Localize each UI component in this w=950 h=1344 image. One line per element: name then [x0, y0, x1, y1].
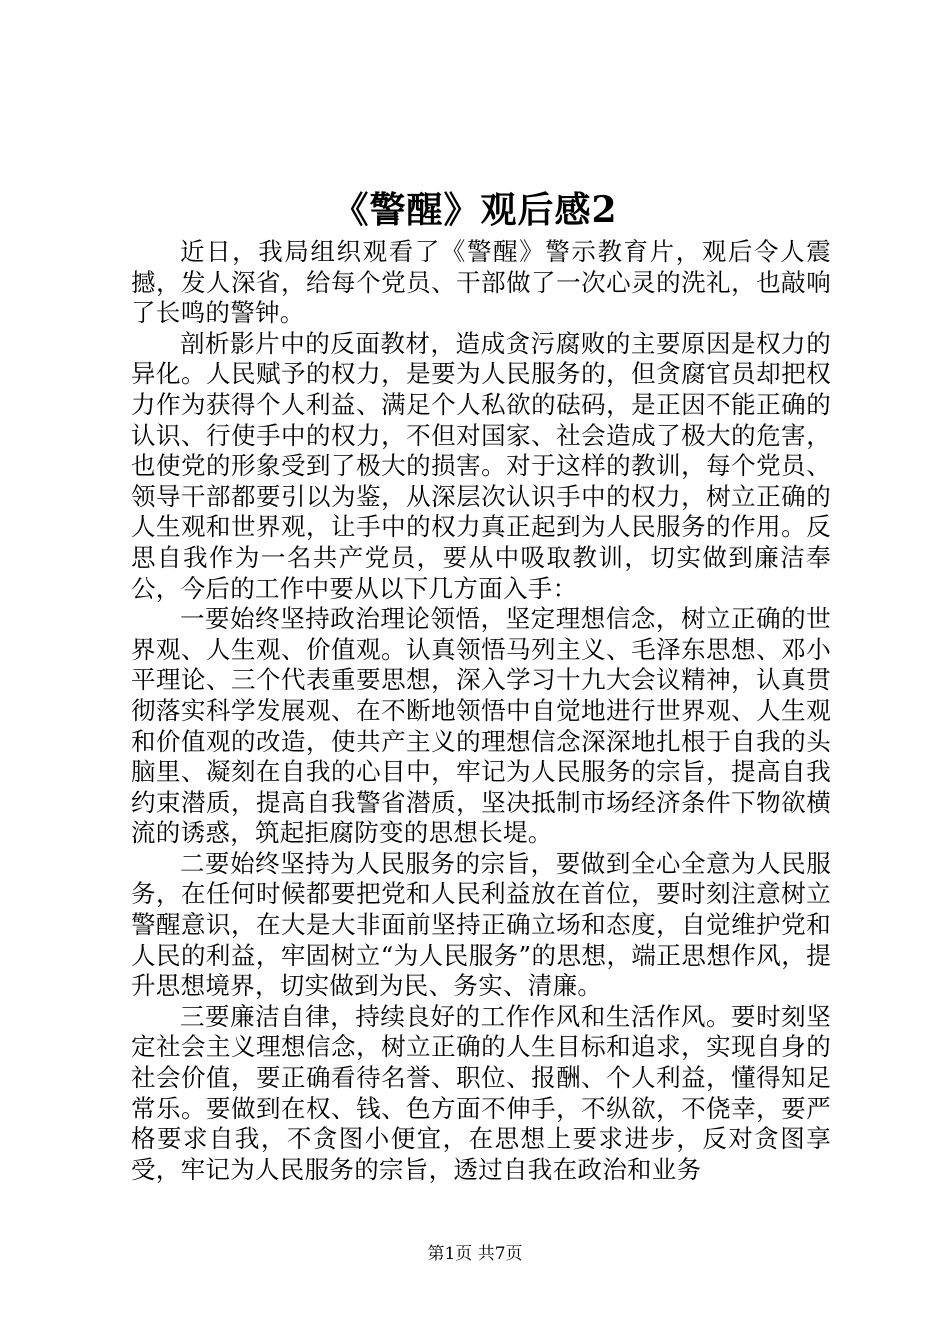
paragraph-intro: 近日，我局组织观看了《警醒》警示教育片，观后令人震撼，发人深省，给每个党员、干部做了一次心灵的洗礼，也敲响了长鸣的警钟。 — [131, 237, 831, 328]
paragraph-point-three: 三要廉洁自律，持续良好的工作作风和生活作风。要时刻坚定社会主义理想信念，树立正确的人生目标和追求，实现自身的社会价值，要正确看待名誉、职位、报酬、个人利益，懂得知足常乐。要做到在权、钱、色方面不伸手，不纵欲，不侥幸，要严格要求自我，不贪图小便宜，在思想上要求进步，反对贪图享受，牢记为人民服务的宗旨，透过自我在政治和业务 — [131, 1001, 831, 1184]
paragraph-point-two: 二要始终坚持为人民服务的宗旨，要做到全心全意为人民服务，在任何时候都要把党和人民利益放在首位，要时刻注意树立警醒意识，在大是大非面前坚持正确立场和态度，自觉维护党和人民的利益，牢固树立“为人民服务”的思想，端正思想作风，提升思想境界，切实做到为民、务实、清廉。 — [131, 848, 831, 1001]
page-number-footer: 第1页 共7页 — [427, 1244, 523, 1264]
paragraph-analysis: 剖析影片中的反面教材，造成贪污腐败的主要原因是权力的异化。人民赋予的权力，是要为人民服务的，但贪腐官员却把权力作为获得个人利益、满足个人私欲的砝码，是正因不能正确的认识、行使手中的权力，不但对国家、社会造成了极大的危害，也使党的形象受到了极大的损害。对于这样的教训，每个党员、领导干部都要引以为鉴，从深层次认识手中的权力，树立正确的人生观和世界观，让手中的权力真正起到为人民服务的作用。反思自我作为一名共产党员，要从中吸取教训，切实做到廉洁奉公，今后的工作中要从以下几方面入手： — [131, 328, 831, 603]
document-title: 《警醒》观后感2 — [332, 189, 618, 231]
paragraph-point-one: 一要始终坚持政治理论领悟，坚定理想信念，树立正确的世界观、人生观、价值观。认真领悟马列主义、毛泽东思想、邓小平理论、三个代表重要思想，深入学习十九大会议精神，认真贯彻落实科学发展观、在不断地领悟中自觉地进行世界观、人生观和价值观的改造，使共产主义的理想信念深深地扎根于自我的头脑里、凝刻在自我的心目中，牢记为人民服务的宗旨，提高自我约束潜质，提高自我警省潜质，坚决抵制市场经济条件下物欲横流的诱惑，筑起拒腐防变的思想长堤。 — [131, 604, 831, 848]
document-body — [131, 237, 831, 1185]
